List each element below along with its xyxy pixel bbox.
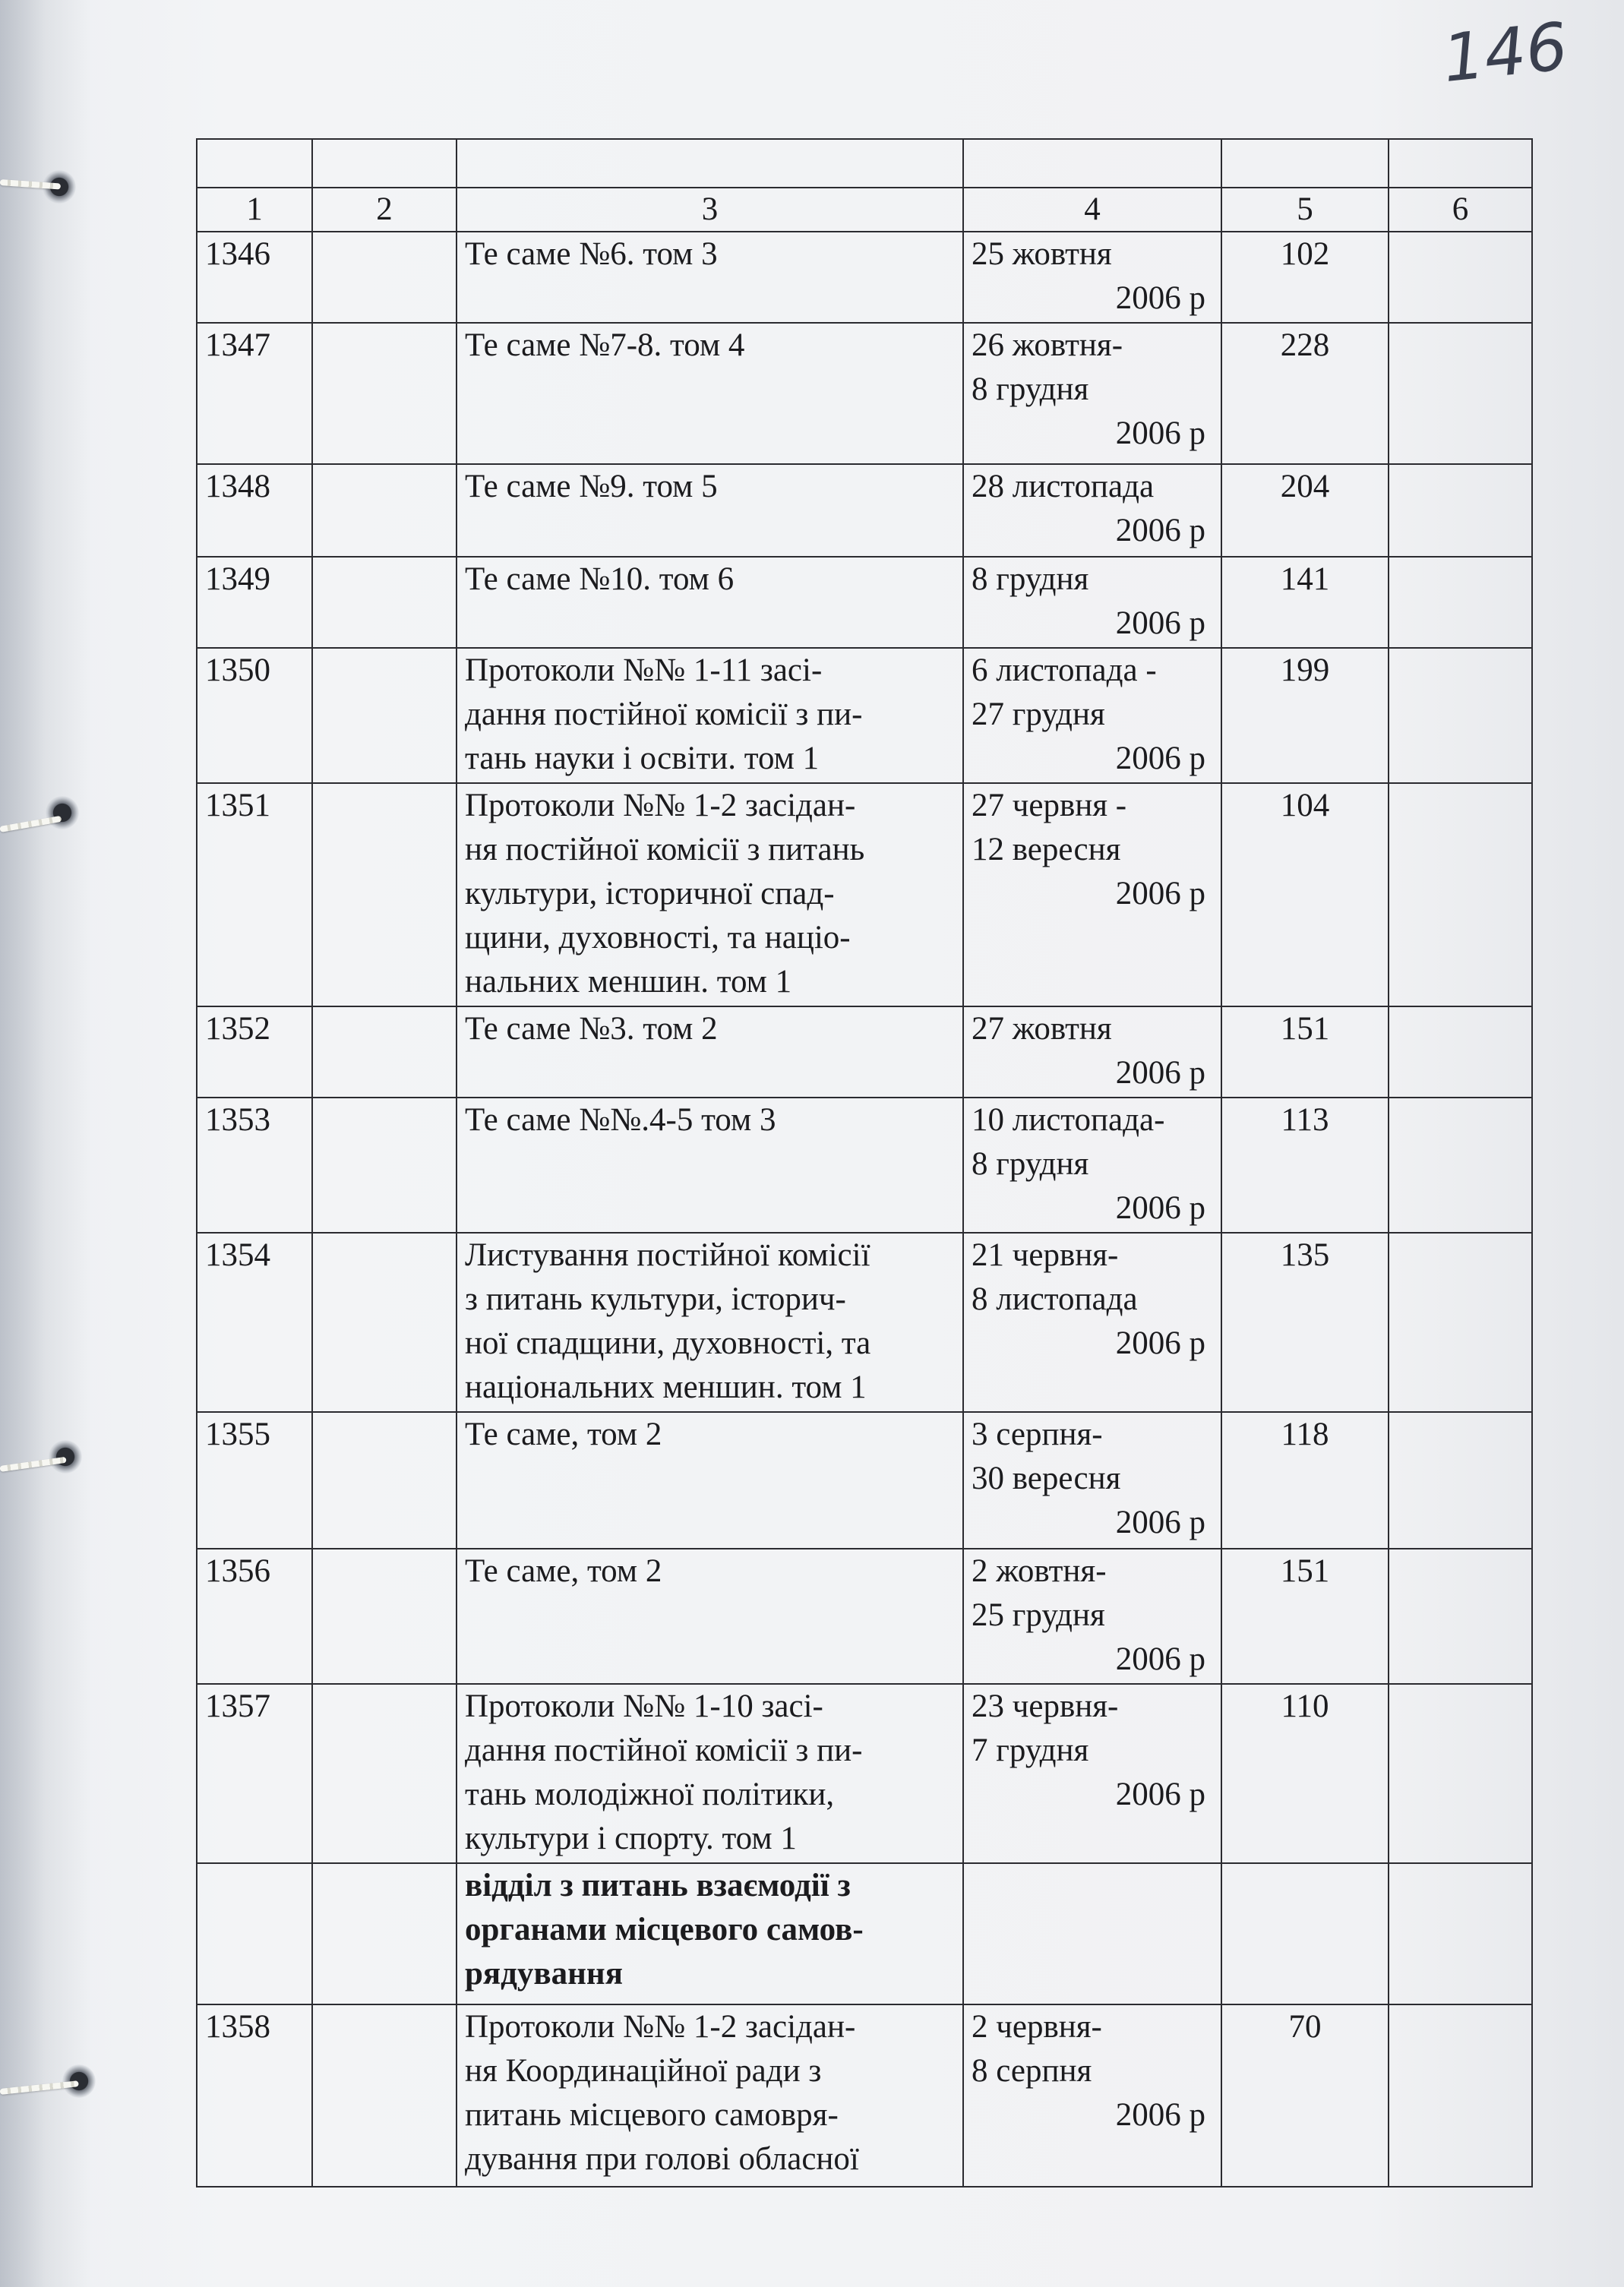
empty-cell [1389, 323, 1532, 464]
table-cell [197, 139, 312, 188]
date-year: 2006 р [1115, 280, 1205, 316]
empty-cell [1389, 783, 1532, 1006]
table-row [197, 464, 1532, 557]
record-dates [963, 1006, 1221, 1098]
table-row [197, 783, 1532, 1006]
date-year: 2006 р [1115, 1325, 1205, 1361]
handwritten-page-number: 146 [1439, 8, 1572, 98]
sheet-count: 135 [1221, 1233, 1389, 1412]
empty-cell [1389, 1863, 1532, 2004]
record-number: 1348 [197, 464, 312, 557]
date-line: 27 грудня [972, 697, 1105, 732]
date-year: 2006 р [1115, 415, 1205, 451]
record-dates [963, 648, 1221, 783]
date-line: 6 листопада - [972, 652, 1157, 688]
sheet-count: 110 [1221, 1684, 1389, 1863]
date-year: 2006 р [1115, 1190, 1205, 1226]
record-number: 1349 [197, 557, 312, 648]
record-dates [963, 323, 1221, 464]
record-description: Те саме, том 2 [457, 1412, 963, 1549]
empty-cell [312, 1549, 457, 1684]
record-description: Протоколи №№ 1-10 засі- дання постійної комісії з пи- тань молодіжної політики, культури і спорту. том 1 [457, 1684, 963, 1863]
record-dates [963, 1684, 1221, 1863]
empty-cell [312, 232, 457, 323]
record-description: Те саме №№.4-5 том 3 [457, 1098, 963, 1233]
column-number: 6 [1389, 188, 1532, 232]
record-dates [963, 1549, 1221, 1684]
empty-cell [1389, 232, 1532, 323]
record-dates [963, 783, 1221, 1006]
table-row [197, 232, 1532, 323]
table-row [197, 1549, 1532, 1684]
table-row [197, 648, 1532, 783]
empty-cell [312, 1098, 457, 1233]
empty-cell [312, 783, 457, 1006]
empty-cell [312, 323, 457, 464]
column-number: 4 [963, 188, 1221, 232]
date-year: 2006 р [1115, 1055, 1205, 1091]
record-number: 1347 [197, 323, 312, 464]
record-dates [963, 1863, 1221, 2004]
record-description: Те саме №6. том 3 [457, 232, 963, 323]
sheet-count: 118 [1221, 1412, 1389, 1549]
record-description: Те саме №3. том 2 [457, 1006, 963, 1098]
record-description: відділ з питань взаємодії з органами місцевого самов- рядування [457, 1863, 963, 2004]
empty-cell [1389, 648, 1532, 783]
date-line: 8 листопада [972, 1281, 1138, 1317]
date-line: 8 грудня [972, 561, 1089, 597]
date-line: 7 грудня [972, 1733, 1089, 1768]
binding-hole [49, 1440, 82, 1474]
column-number: 1 [197, 188, 312, 232]
record-number [197, 1863, 312, 2004]
sheet-count: 204 [1221, 464, 1389, 557]
date-line: 10 листопада- [972, 1102, 1165, 1138]
record-description: Протоколи №№ 1-2 засідан- ня Координаційної ради з питань місцевого самовря- дування при голові обласної [457, 2004, 963, 2187]
empty-cell [1389, 1098, 1532, 1233]
sheet-count: 151 [1221, 1549, 1389, 1684]
date-line: 25 жовтня [972, 236, 1112, 272]
record-number: 1355 [197, 1412, 312, 1549]
table-cell [1389, 139, 1532, 188]
record-description: Те саме №7-8. том 4 [457, 323, 963, 464]
empty-cell [1389, 557, 1532, 648]
record-description: Протоколи №№ 1-11 засі- дання постійної комісії з пи- тань науки і освіти. том 1 [457, 648, 963, 783]
table-row [197, 1412, 1532, 1549]
record-description: Те саме №9. том 5 [457, 464, 963, 557]
sheet-count: 151 [1221, 1006, 1389, 1098]
date-line: 30 вересня [972, 1461, 1121, 1496]
date-line: 25 грудня [972, 1597, 1105, 1633]
date-line: 21 червня- [972, 1237, 1119, 1273]
record-description: Те саме, том 2 [457, 1549, 963, 1684]
table-row [197, 2004, 1532, 2187]
empty-cell [312, 1684, 457, 1863]
sheet-count [1221, 1863, 1389, 2004]
record-dates [963, 557, 1221, 648]
register-body [197, 139, 1532, 2187]
date-line: 8 грудня [972, 371, 1089, 407]
table-cell [312, 139, 457, 188]
record-dates [963, 1098, 1221, 1233]
page-edge-shadow [0, 0, 91, 2287]
date-line: 2 жовтня- [972, 1553, 1107, 1589]
record-number: 1352 [197, 1006, 312, 1098]
date-year: 2006 р [1115, 513, 1205, 548]
date-line: 2 червня- [972, 2009, 1102, 2045]
empty-cell [1389, 1549, 1532, 1684]
column-number: 5 [1221, 188, 1389, 232]
empty-cell [1389, 1412, 1532, 1549]
date-line: 27 жовтня [972, 1011, 1112, 1047]
empty-cell [1389, 2004, 1532, 2187]
empty-cell [312, 648, 457, 783]
table-cell [963, 139, 1221, 188]
sheet-count: 102 [1221, 232, 1389, 323]
record-number: 1357 [197, 1684, 312, 1863]
column-number: 2 [312, 188, 457, 232]
empty-cell [312, 1006, 457, 1098]
record-number: 1358 [197, 2004, 312, 2187]
sheet-count: 113 [1221, 1098, 1389, 1233]
empty-cell [312, 1233, 457, 1412]
sheet-count: 141 [1221, 557, 1389, 648]
record-number: 1356 [197, 1549, 312, 1684]
column-number: 3 [457, 188, 963, 232]
date-line: 23 червня- [972, 1688, 1119, 1724]
date-line: 3 серпня- [972, 1417, 1103, 1452]
empty-cell [1389, 1684, 1532, 1863]
date-line: 28 листопада [972, 469, 1155, 504]
binding-hole [46, 796, 79, 829]
record-number: 1346 [197, 232, 312, 323]
table-cell [457, 139, 963, 188]
date-line: 8 грудня [972, 1146, 1089, 1182]
empty-cell [312, 1412, 457, 1549]
record-description: Те саме №10. том 6 [457, 557, 963, 648]
record-dates [963, 232, 1221, 323]
empty-cell [312, 2004, 457, 2187]
record-number: 1351 [197, 783, 312, 1006]
date-year: 2006 р [1115, 1505, 1205, 1540]
record-dates [963, 1233, 1221, 1412]
table-row [197, 1006, 1532, 1098]
table-row [197, 1233, 1532, 1412]
date-year: 2006 р [1115, 2097, 1205, 2133]
record-number: 1354 [197, 1233, 312, 1412]
column-number-row [197, 188, 1532, 232]
register-table [196, 138, 1533, 2187]
date-line: 26 жовтня- [972, 327, 1123, 363]
date-line: 12 вересня [972, 832, 1121, 867]
table-row [197, 1684, 1532, 1863]
date-year: 2006 р [1115, 876, 1205, 911]
table-row [197, 323, 1532, 464]
empty-cell [312, 464, 457, 557]
record-description: Протоколи №№ 1-2 засідан- ня постійної комісії з питань культури, історичної спад- щини, духовності, та націо- нальних меншин. том 1 [457, 783, 963, 1006]
date-line: 8 серпня [972, 2053, 1092, 2089]
record-description: Листування постійної комісії з питань культури, історич- ної спадщини, духовності, та національних меншин. том 1 [457, 1233, 963, 1412]
empty-cell [1389, 464, 1532, 557]
record-dates [963, 1412, 1221, 1549]
empty-cell [312, 1863, 457, 2004]
record-number: 1353 [197, 1098, 312, 1233]
sheet-count: 70 [1221, 2004, 1389, 2187]
sheet-count: 104 [1221, 783, 1389, 1006]
record-dates [963, 2004, 1221, 2187]
table-row [197, 557, 1532, 648]
section-header-row [197, 1863, 1532, 2004]
date-year: 2006 р [1115, 1641, 1205, 1677]
date-year: 2006 р [1115, 741, 1205, 776]
empty-cell [312, 557, 457, 648]
sheet-count: 199 [1221, 648, 1389, 783]
date-year: 2006 р [1115, 1777, 1205, 1812]
empty-cell [1389, 1006, 1532, 1098]
table-cell [1221, 139, 1389, 188]
date-line: 27 червня - [972, 788, 1127, 823]
record-number: 1350 [197, 648, 312, 783]
table-row [197, 1098, 1532, 1233]
empty-cell [1389, 1233, 1532, 1412]
record-dates [963, 464, 1221, 557]
sheet-count: 228 [1221, 323, 1389, 464]
table-header-blank-row [197, 139, 1532, 188]
date-year: 2006 р [1115, 605, 1205, 641]
